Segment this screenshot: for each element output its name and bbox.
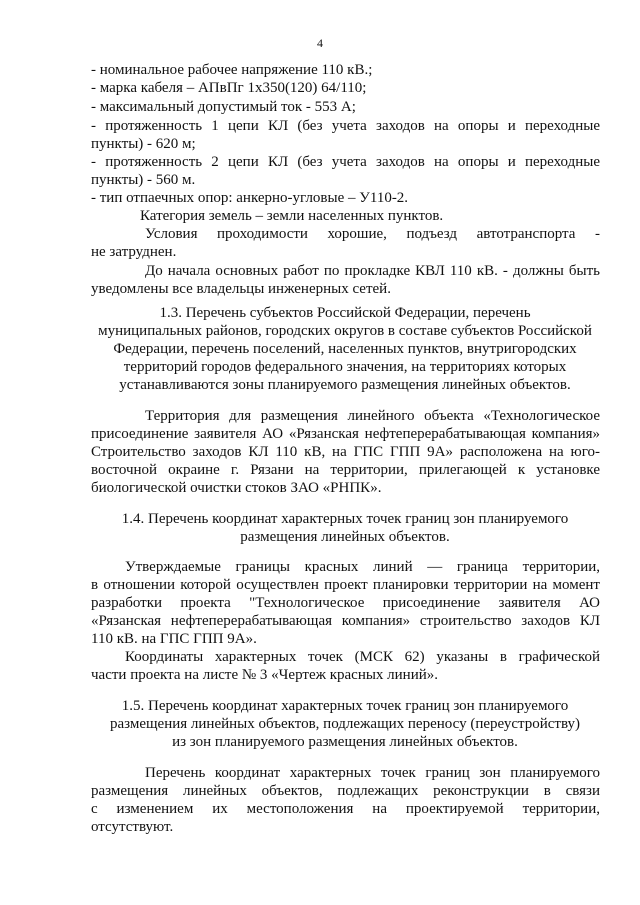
section-1-5-body: размещения линейных объектов, подлежащих реконструкции в связи bbox=[91, 783, 600, 799]
section-1-4-body: 110 кВ. на ГПС ГПП 9А». bbox=[91, 631, 257, 647]
land-category: Категория земель – земли населенных пунктов. bbox=[140, 208, 444, 224]
spec-line: - максимальный допустимый ток - 553 А; bbox=[91, 99, 356, 115]
spec-line: - номинальное рабочее напряжение 110 кВ.; bbox=[91, 62, 373, 78]
section-1-3-body: Территория для размещения линейного объекта «Технологическое bbox=[145, 408, 600, 424]
spec-line: пункты) - 560 м. bbox=[91, 172, 196, 188]
section-1-5-title: размещения линейных объектов, подлежащих переносу (переустройству) bbox=[109, 716, 581, 732]
section-1-3-title: территорий городов федерального значения, на территориях которых bbox=[123, 359, 567, 375]
spec-line: - марка кабеля – АПвПг 1х350(120) 64/110; bbox=[91, 80, 367, 96]
section-1-5-title: 1.5. Перечень координат характерных точек границ зон планируемого bbox=[121, 698, 569, 714]
section-1-4-body: Утверждаемые границы красных линий — граница территории, bbox=[125, 559, 600, 575]
section-1-4-body: «Рязанская нефтеперерабатывающая компания» строительство заходов КЛ bbox=[91, 613, 600, 629]
notice-line: До начала основных работ по прокладке КВЛ 110 кВ. - должны быть bbox=[145, 263, 600, 279]
section-1-3-body: присоединение заявителя АО «Рязанская нефтеперерабатывающая компания» bbox=[91, 426, 600, 442]
spec-line: пункты) - 620 м; bbox=[91, 136, 196, 152]
section-1-4-title: размещения линейных объектов. bbox=[240, 529, 450, 545]
section-1-3-title: 1.3. Перечень субъектов Российской Федерации, перечень bbox=[159, 305, 531, 321]
section-1-3-body: восточной окраине г. Рязани на территории, прилегающей к установке bbox=[91, 462, 600, 478]
page-number: 4 bbox=[317, 36, 323, 50]
conditions-line: не затруднен. bbox=[91, 244, 177, 260]
section-1-5-body: отсутствуют. bbox=[91, 819, 174, 835]
section-1-4-body: в отношении которой осуществлен проект планировки территории на момент bbox=[91, 577, 600, 593]
conditions-line: Условия проходимости хорошие, подъезд автотранспорта - bbox=[145, 226, 600, 242]
section-1-4-body: Координаты характерных точек (МСК 62) указаны в графической bbox=[125, 649, 600, 665]
section-1-3-body: Строительство заходов КЛ 110 кВ, на ГПС ГПП 9А» расположена на юго- bbox=[91, 444, 600, 460]
spec-line: - тип отпаечных опор: анкерно-угловые – У110-2. bbox=[91, 190, 409, 206]
spec-line: - протяженность 2 цепи КЛ (без учета заходов на опоры и переходные bbox=[91, 154, 600, 170]
section-1-3-body: биологической очистки стоков ЗАО «РНПК». bbox=[91, 480, 382, 496]
section-1-3-title: Федерации, перечень поселений, населенных пунктов, внутригородских bbox=[113, 341, 577, 357]
section-1-4-title: 1.4. Перечень координат характерных точек границ зон планируемого bbox=[121, 511, 569, 527]
section-1-5-body: с изменением их местоположения на проектируемой территории, bbox=[91, 801, 600, 817]
notice-line: уведомлены все владельцы инженерных сетей. bbox=[91, 281, 391, 297]
section-1-4-body: разработки проекта "Технологическое присоединение заявителя АО bbox=[91, 595, 600, 611]
section-1-3-title: муниципальных районов, городских округов в составе субъектов Российской bbox=[98, 323, 592, 339]
section-1-4-body: части проекта на листе № 3 «Чертеж красных линий». bbox=[91, 667, 439, 683]
section-1-5-title: из зон планируемого размещения линейных объектов. bbox=[172, 734, 518, 750]
section-1-5-body: Перечень координат характерных точек границ зон планируемого bbox=[145, 765, 600, 781]
spec-line: - протяженность 1 цепи КЛ (без учета заходов на опоры и переходные bbox=[91, 118, 600, 134]
section-1-3-title: устанавливаются зоны планируемого размещения линейных объектов. bbox=[119, 377, 571, 393]
